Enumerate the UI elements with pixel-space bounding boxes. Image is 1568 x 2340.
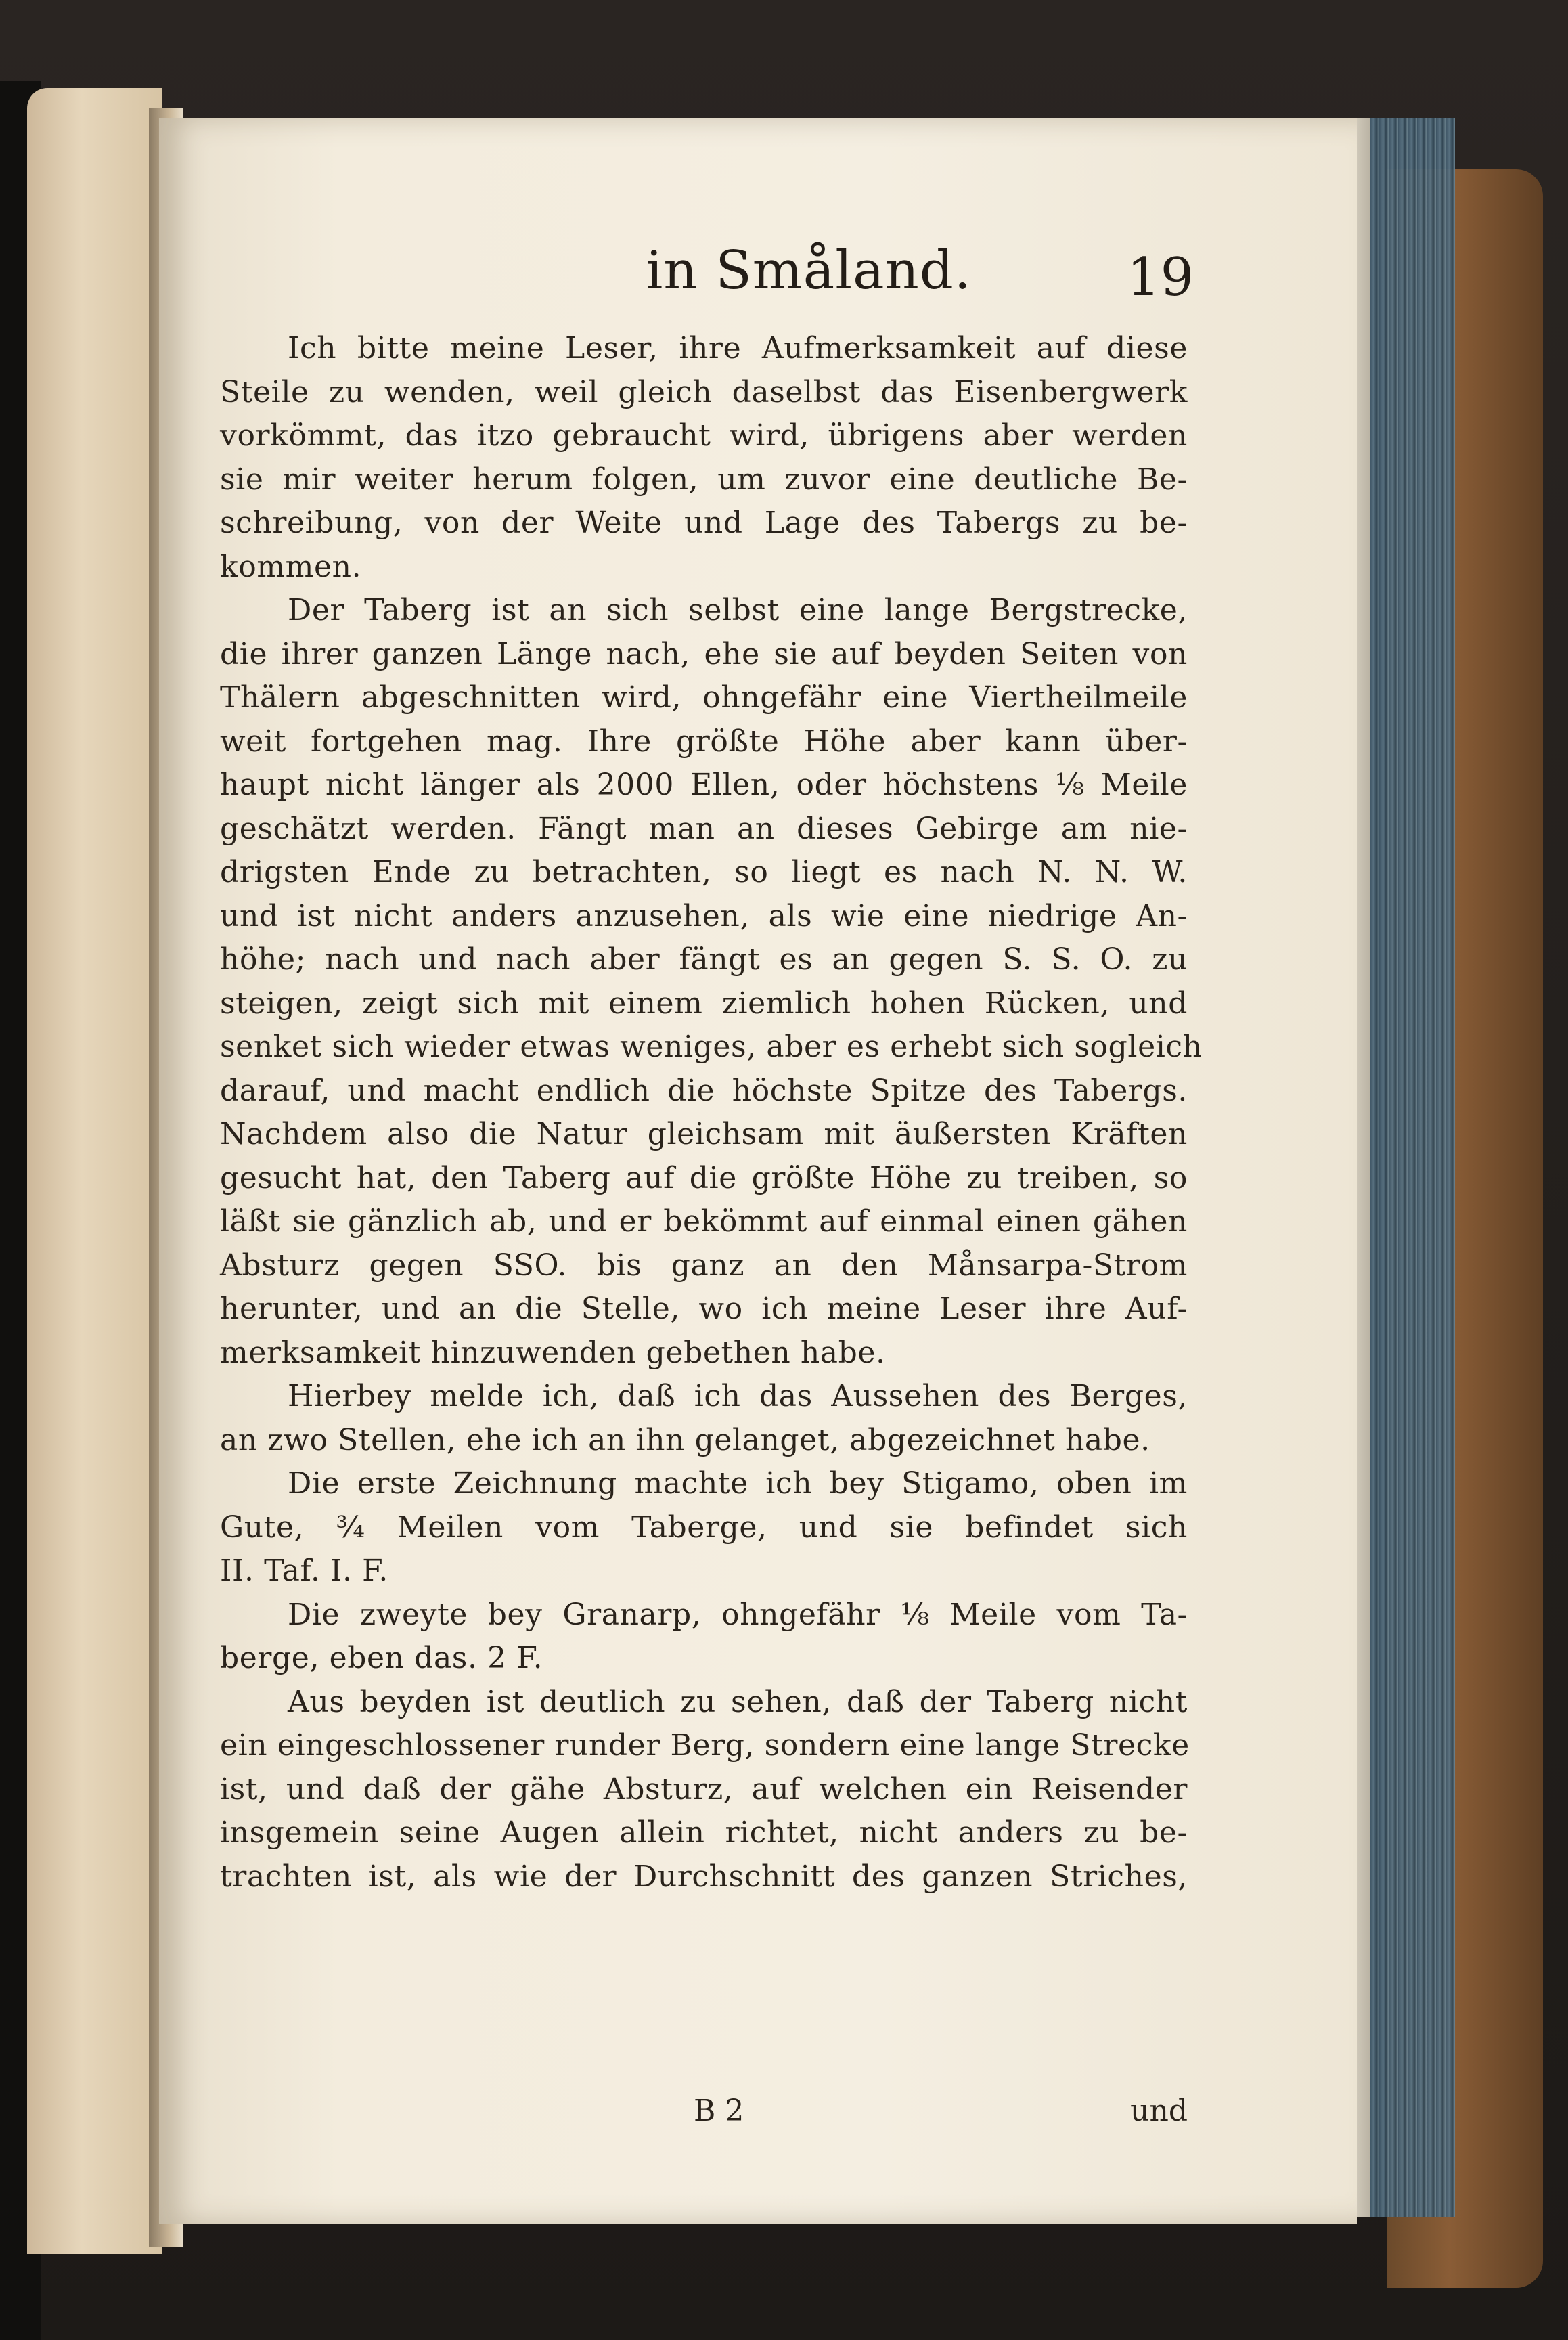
text-line: weit fortgehen mag. Ihre größte Höhe aber kann über- — [220, 724, 1188, 759]
text-line: berge, eben das. 2 F. — [220, 1641, 543, 1675]
text-line: höhe; nach und nach aber fängt es an gegen S. S. O. zu — [220, 942, 1188, 977]
text-line: herunter, und an die Stelle, wo ich meine Leser ihre Auf- — [220, 1292, 1188, 1326]
text-line: Ich bitte meine Leser, ihre Aufmerksamkeit auf diese — [288, 331, 1188, 366]
text-line: ein eingeschlossener runder Berg, sondern eine lange Strecke — [220, 1728, 1190, 1763]
text-line: Aus beyden ist deutlich zu sehen, daß der Taberg nicht — [288, 1684, 1188, 1719]
text-line: senket sich wieder etwas weniges, aber es erhebt sich sogleich — [220, 1030, 1203, 1064]
text-line: Absturz gegen SSO. bis ganz an den Månsarpa-Strom — [220, 1248, 1188, 1283]
page-number: 19 — [1127, 247, 1194, 308]
body-text — [220, 327, 1203, 1899]
text-line: läßt sie gänzlich ab, und er bekömmt auf einmal einen gähen — [220, 1204, 1188, 1239]
running-head: in Småland. — [646, 240, 972, 301]
marbled-fore-edge — [1360, 118, 1455, 2217]
text-line: Die erste Zeichnung machte ich bey Stigamo, oben im — [288, 1466, 1188, 1501]
text-line: Steile zu wenden, weil gleich daselbst das Eisenbergwerk — [220, 374, 1188, 410]
text-line: steigen, zeigt sich mit einem ziemlich hohen Rücken, und — [220, 986, 1188, 1021]
text-line: Nachdem also die Natur gleichsam mit äußersten Kräften — [220, 1117, 1188, 1151]
text-line: Die zweyte bey Granarp, ohngefähr ⅛ Meile vom Ta- — [288, 1597, 1188, 1632]
text-line: haupt nicht länger als 2000 Ellen, oder höchstens ⅛ Meile — [220, 768, 1188, 802]
catchword: und — [1130, 2094, 1188, 2128]
text-line: Der Taberg ist an sich selbst eine lange Bergstrecke, — [288, 593, 1188, 627]
text-line: II. Taf. I. F. — [220, 1553, 389, 1588]
text-line: Hierbey melde ich, daß ich das Aussehen des Berges, — [288, 1379, 1188, 1413]
text-line: insgemein seine Augen allein richtet, nicht anders zu be- — [220, 1815, 1188, 1850]
text-line: Thälern abgeschnitten wird, ohngefähr eine Viertheilmeile — [220, 680, 1188, 715]
text-line: und ist nicht anders anzusehen, als wie eine niedrige An- — [220, 898, 1188, 933]
text-line: merksamkeit hinzuwenden gebethen habe. — [220, 1335, 886, 1370]
signature-mark: B 2 — [694, 2094, 744, 2128]
page-header — [159, 240, 1357, 335]
text-line: trachten ist, als wie der Durchschnitt des ganzen Striches, — [220, 1859, 1188, 1894]
text-line: drigsten Ende zu betrachten, so liegt es nach N. N. W. — [220, 855, 1188, 889]
text-line: vorkömmt, das itzo gebraucht wird, übrigens aber werden — [220, 418, 1188, 453]
text-line: geschätzt werden. Fängt man an dieses Gebirge am nie- — [220, 811, 1188, 846]
text-line: gesucht hat, den Taberg auf die größte Höhe zu treiben, so — [220, 1160, 1188, 1195]
text-line: die ihrer ganzen Länge nach, ehe sie auf beyden Seiten von — [220, 636, 1188, 671]
text-line: darauf, und macht endlich die höchste Spitze des Tabergs. — [220, 1073, 1188, 1108]
text-line: sie mir weiter herum folgen, um zuvor eine deutliche Be- — [220, 462, 1188, 497]
text-line: ist, und daß der gähe Absturz, auf welchen ein Reisender — [220, 1771, 1188, 1807]
text-line: schreibung, von der Weite und Lage des Tabergs zu be- — [220, 506, 1188, 540]
text-line: an zwo Stellen, ehe ich an ihn gelanget, abgezeichnet habe. — [220, 1422, 1150, 1457]
left-page-edge — [27, 88, 162, 2254]
book-page — [159, 118, 1357, 2224]
text-line: kommen. — [220, 549, 362, 584]
page-footer — [220, 2094, 1188, 2141]
text-line: Gute, ¾ Meilen vom Taberge, und sie befindet sich — [220, 1509, 1188, 1545]
